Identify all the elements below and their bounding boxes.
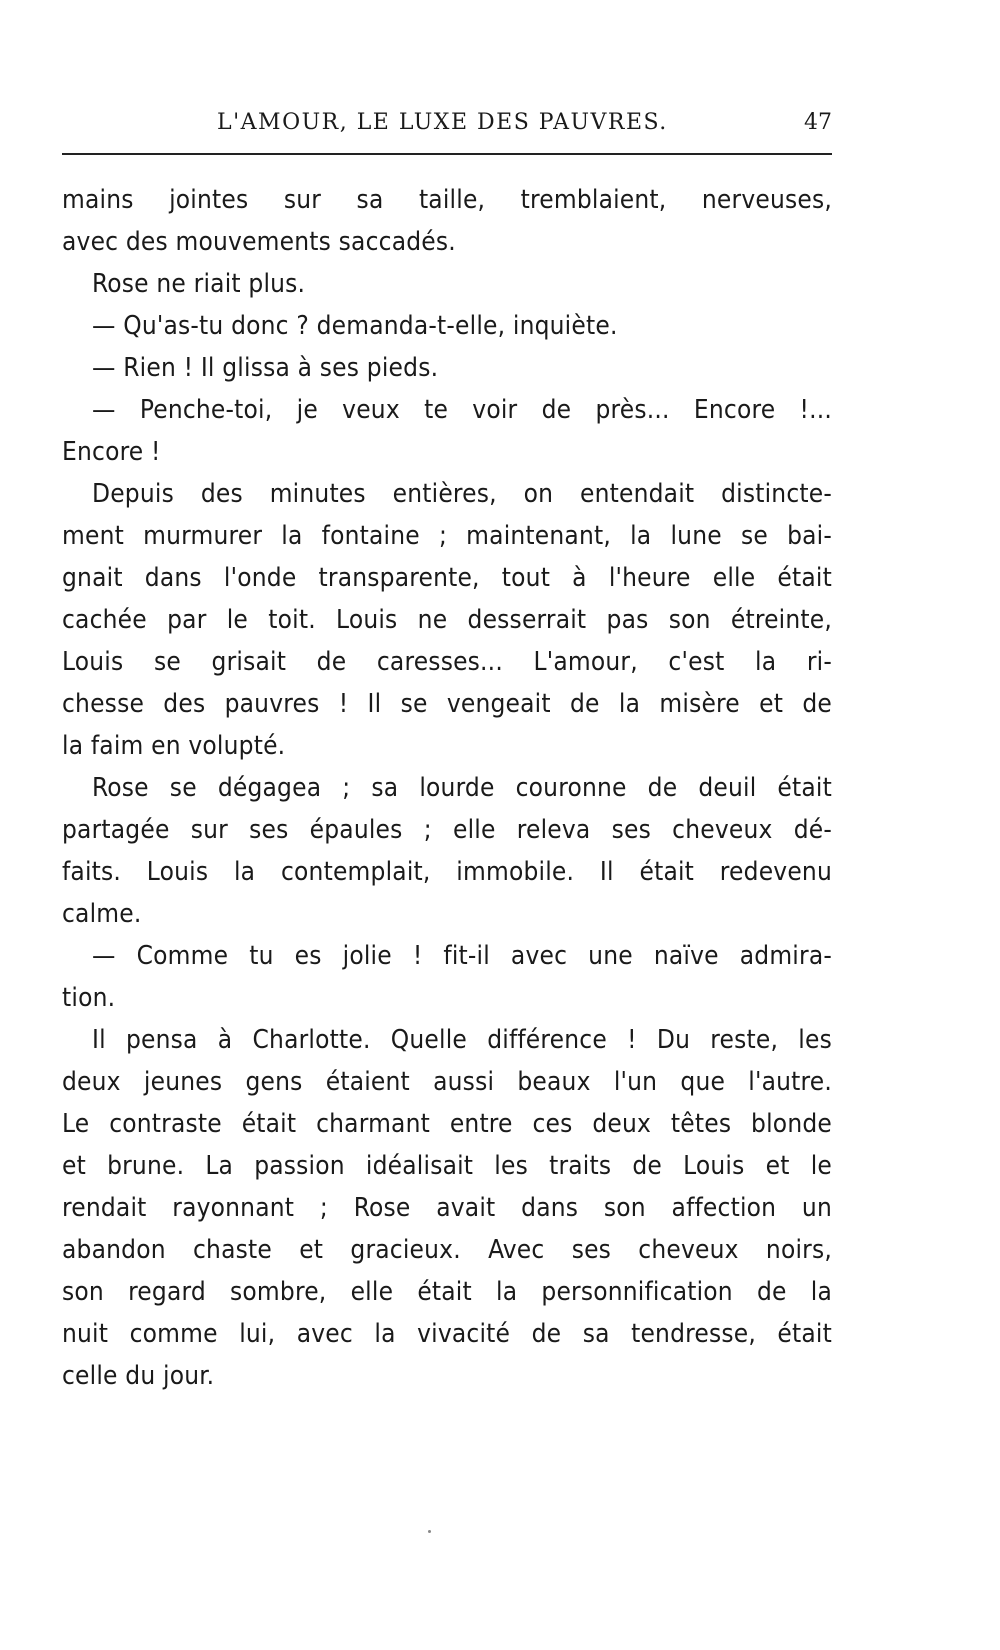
text-line: cachée par le toit. Louis ne desserrait pas son étreinte, <box>62 605 832 635</box>
text-line: mains jointes sur sa taille, tremblaient, nerveuses, <box>62 185 832 215</box>
text-line: avec des mouvements saccadés. <box>62 227 456 257</box>
text-line: la faim en volupté. <box>62 731 286 761</box>
text-line: Encore ! <box>62 437 161 467</box>
text-line: et brune. La passion idéalisait les traits de Louis et le <box>62 1151 832 1181</box>
text-line: ment murmurer la fontaine ; maintenant, la lune se bai- <box>62 521 832 551</box>
text-line: — Qu'as-tu donc ? demanda-t-elle, inquiète. <box>92 311 618 341</box>
text-line: Il pensa à Charlotte. Quelle différence ! Du reste, les <box>92 1025 832 1055</box>
text-line: chesse des pauvres ! Il se vengeait de la misère et de <box>62 689 832 719</box>
text-line: Depuis des minutes entières, on entendait distincte- <box>92 479 832 509</box>
page-header <box>62 106 832 146</box>
text-line: — Penche-toi, je veux te voir de près... Encore !... <box>92 395 832 425</box>
text-line: Rose se dégagea ; sa lourde couronne de deuil était <box>92 773 832 803</box>
text-line: deux jeunes gens étaient aussi beaux l'un que l'autre. <box>62 1067 832 1097</box>
text-line: gnait dans l'onde transparente, tout à l'heure elle était <box>62 563 832 593</box>
text-line: celle du jour. <box>62 1361 215 1391</box>
text-line: tion. <box>62 983 116 1013</box>
text-line: Le contraste était charmant entre ces deux têtes blonde <box>62 1109 832 1139</box>
text-line: Louis se grisait de caresses... L'amour, c'est la ri- <box>62 647 832 677</box>
text-line: calme. <box>62 899 142 929</box>
text-line: abandon chaste et gracieux. Avec ses cheveux noirs, <box>62 1235 832 1265</box>
text-line: nuit comme lui, avec la vivacité de sa tendresse, était <box>62 1319 832 1349</box>
text-line: partagée sur ses épaules ; elle releva ses cheveux dé- <box>62 815 832 845</box>
header-rule <box>62 153 832 155</box>
running-title: L'AMOUR, LE LUXE DES PAUVRES. <box>217 110 668 135</box>
text-line: — Rien ! Il glissa à ses pieds. <box>92 353 439 383</box>
text-line: faits. Louis la contemplait, immobile. Il était redevenu <box>62 857 832 887</box>
text-line: — Comme tu es jolie ! fit-il avec une naïve admira- <box>92 941 832 971</box>
page-number: 47 <box>804 110 832 135</box>
text-line: Rose ne riait plus. <box>92 269 306 299</box>
text-line: rendait rayonnant ; Rose avait dans son affection un <box>62 1193 832 1223</box>
print-speck <box>428 1530 431 1533</box>
text-line: son regard sombre, elle était la personnification de la <box>62 1277 832 1307</box>
